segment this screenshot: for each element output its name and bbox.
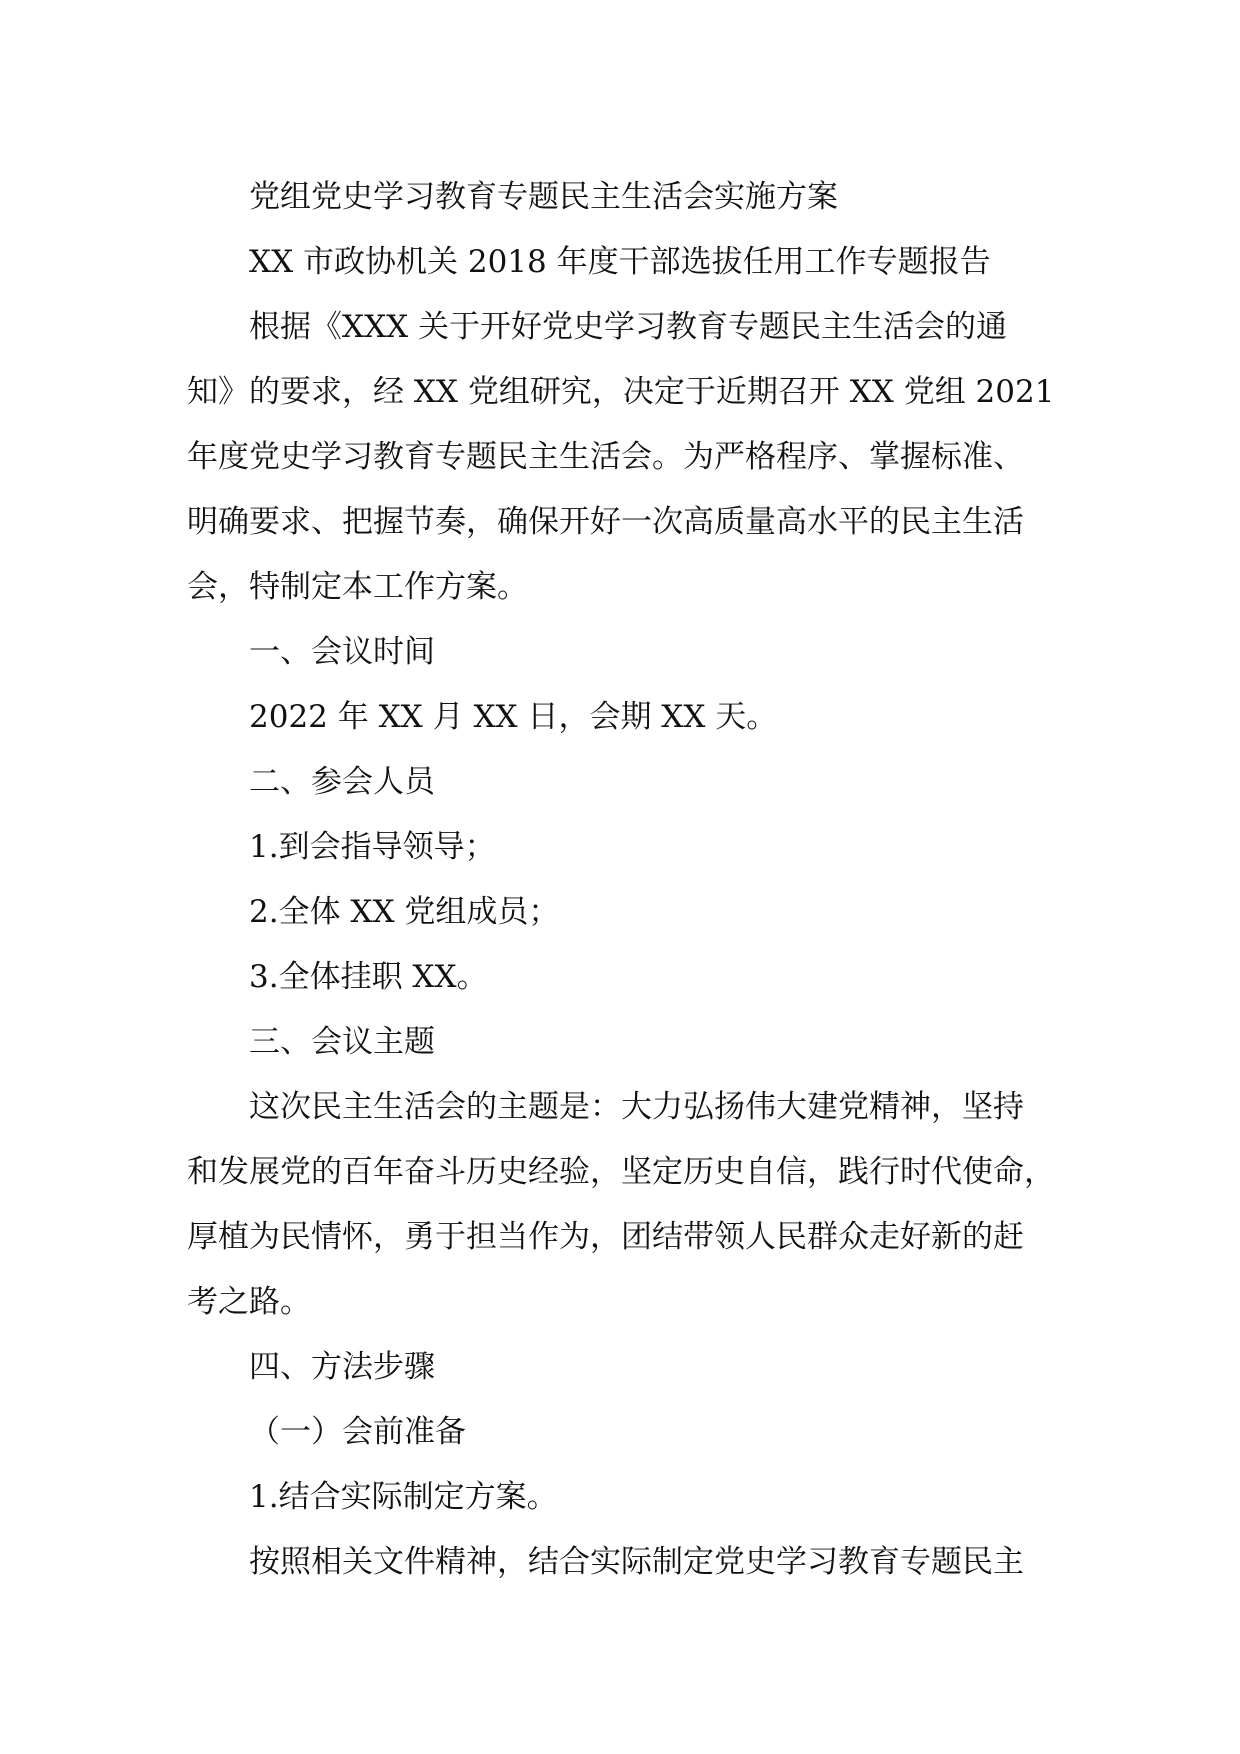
section-heading-methods: 四、方法步骤	[249, 1349, 435, 1385]
participant-item: 3.全体挂职 XX。	[249, 959, 488, 995]
section-heading-theme: 三、会议主题	[249, 1024, 435, 1060]
intro-line: 会，特制定本工作方案。	[187, 569, 528, 605]
preparation-item: 1.结合实际制定方案。	[249, 1479, 558, 1515]
preparation-text: 按照相关文件精神，结合实际制定党史学习教育专题民主	[249, 1544, 1024, 1580]
intro-line: 明确要求、把握节奏，确保开好一次高质量高水平的民主生活	[187, 504, 1024, 540]
intro-line: 年度党史学习教育专题民主生活会。为严格程序、掌握标准、	[187, 439, 1024, 475]
intro-line: 根据《XXX 关于开好党史学习教育专题民主生活会的通	[249, 309, 1008, 345]
document-body	[187, 165, 1087, 1595]
meeting-time-text: 2022 年 XX 月 XX 日，会期 XX 天。	[249, 699, 778, 735]
theme-line: 这次民主生活会的主题是：大力弘扬伟大建党精神，坚持	[249, 1089, 1024, 1125]
participant-item: 1.到会指导领导；	[249, 829, 496, 865]
theme-line: 厚植为民情怀，勇于担当作为，团结带领人民群众走好新的赶	[187, 1219, 1024, 1255]
document-title: 党组党史学习教育专题民主生活会实施方案	[249, 179, 838, 215]
participant-item: 2.全体 XX 党组成员；	[249, 894, 560, 930]
intro-line: 知》的要求，经 XX 党组研究，决定于近期召开 XX 党组 2021	[187, 374, 1055, 410]
section-heading-participants: 二、参会人员	[249, 764, 435, 800]
subsection-heading-preparation: （一）会前准备	[249, 1414, 466, 1450]
document-subtitle: XX 市政协机关 2018 年度干部选拔任用工作专题报告	[249, 244, 991, 280]
theme-line: 考之路。	[187, 1284, 311, 1320]
section-heading-meeting-time: 一、会议时间	[249, 634, 435, 670]
theme-line: 和发展党的百年奋斗历史经验，坚定历史自信，践行时代使命，	[187, 1154, 1055, 1190]
